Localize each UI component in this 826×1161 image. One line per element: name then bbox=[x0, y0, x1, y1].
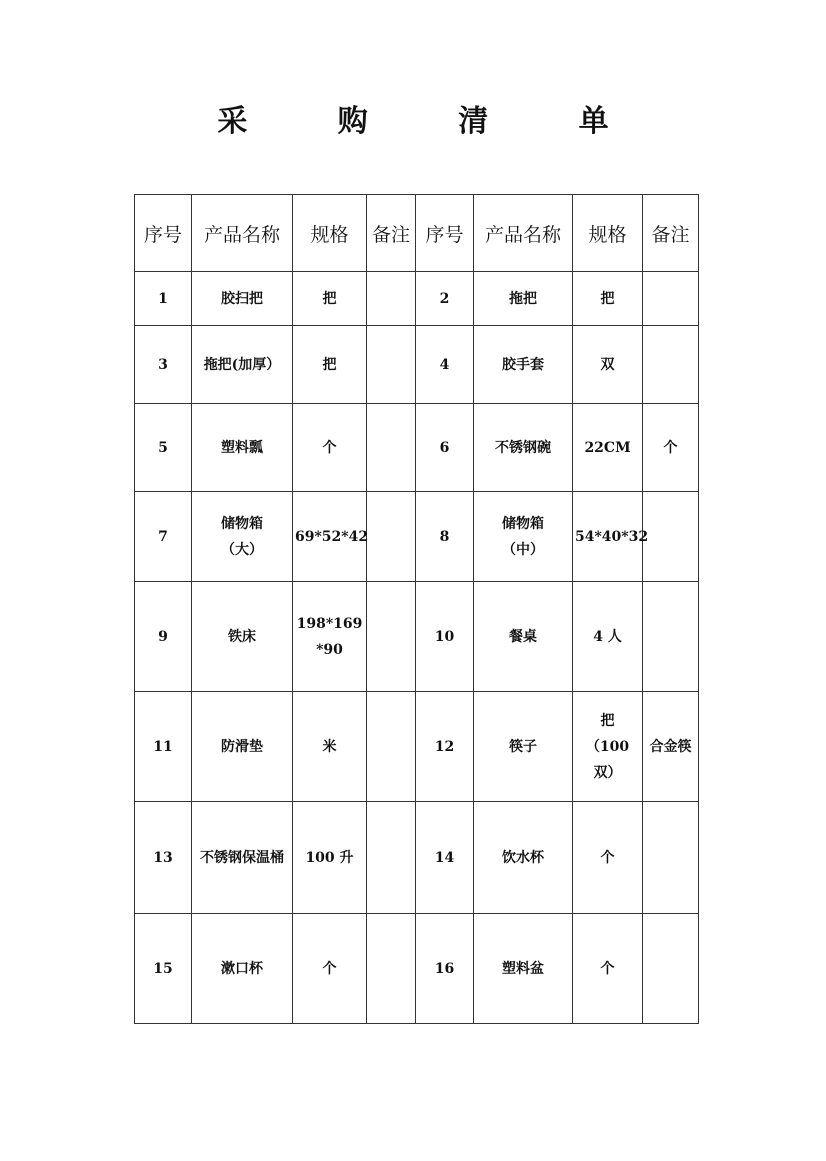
table-row bbox=[135, 914, 699, 1024]
page-title: 采 购 清 单 bbox=[217, 104, 649, 139]
item-number: 1 bbox=[135, 272, 192, 326]
spec: 个 bbox=[573, 914, 643, 1024]
table-row bbox=[135, 492, 699, 582]
product-name: 不锈钢保温桶 bbox=[192, 802, 293, 914]
item-number: 11 bbox=[135, 692, 192, 802]
spec: 把 bbox=[293, 272, 367, 326]
product-name: 饮水杯 bbox=[474, 802, 573, 914]
spec: 69*52*42 bbox=[293, 492, 367, 582]
product-name: 拖把 bbox=[474, 272, 573, 326]
procurement-table bbox=[134, 194, 699, 1024]
table-row bbox=[135, 802, 699, 914]
spec: 个 bbox=[293, 914, 367, 1024]
note bbox=[367, 802, 416, 914]
item-number: 9 bbox=[135, 582, 192, 692]
item-number: 13 bbox=[135, 802, 192, 914]
note bbox=[367, 582, 416, 692]
item-number: 4 bbox=[416, 326, 474, 404]
header-cell: 产品名称 bbox=[192, 195, 293, 272]
header-cell: 序号 bbox=[416, 195, 474, 272]
note bbox=[367, 492, 416, 582]
product-name: 储物箱 （大） bbox=[192, 492, 293, 582]
header-cell: 规格 bbox=[293, 195, 367, 272]
note bbox=[367, 326, 416, 404]
item-number: 15 bbox=[135, 914, 192, 1024]
product-name: 筷子 bbox=[474, 692, 573, 802]
spec: 54*40*32 bbox=[573, 492, 643, 582]
header-cell: 产品名称 bbox=[474, 195, 573, 272]
spec: 把 （100 双） bbox=[573, 692, 643, 802]
spec: 22CM bbox=[573, 404, 643, 492]
note bbox=[643, 802, 699, 914]
spec: 4 人 bbox=[573, 582, 643, 692]
note: 个 bbox=[643, 404, 699, 492]
product-name: 铁床 bbox=[192, 582, 293, 692]
product-name: 塑料盆 bbox=[474, 914, 573, 1024]
product-name: 塑料瓢 bbox=[192, 404, 293, 492]
note bbox=[367, 692, 416, 802]
note bbox=[367, 272, 416, 326]
item-number: 12 bbox=[416, 692, 474, 802]
header-row bbox=[135, 195, 699, 272]
header-cell: 备注 bbox=[367, 195, 416, 272]
spec: 198*169 *90 bbox=[293, 582, 367, 692]
item-number: 8 bbox=[416, 492, 474, 582]
item-number: 5 bbox=[135, 404, 192, 492]
note bbox=[643, 272, 699, 326]
product-name: 餐桌 bbox=[474, 582, 573, 692]
item-number: 10 bbox=[416, 582, 474, 692]
spec: 把 bbox=[293, 326, 367, 404]
product-name: 防滑垫 bbox=[192, 692, 293, 802]
spec: 米 bbox=[293, 692, 367, 802]
note bbox=[643, 492, 699, 582]
note bbox=[643, 326, 699, 404]
table-row bbox=[135, 692, 699, 802]
header-cell: 序号 bbox=[135, 195, 192, 272]
table-row bbox=[135, 404, 699, 492]
product-name: 胶手套 bbox=[474, 326, 573, 404]
note bbox=[367, 914, 416, 1024]
item-number: 7 bbox=[135, 492, 192, 582]
note bbox=[367, 404, 416, 492]
header-cell: 规格 bbox=[573, 195, 643, 272]
note: 合金筷 bbox=[643, 692, 699, 802]
spec: 双 bbox=[573, 326, 643, 404]
header-cell: 备注 bbox=[643, 195, 699, 272]
table-row bbox=[135, 326, 699, 404]
spec: 100 升 bbox=[293, 802, 367, 914]
product-name: 漱口杯 bbox=[192, 914, 293, 1024]
product-name: 不锈钢碗 bbox=[474, 404, 573, 492]
spec: 把 bbox=[573, 272, 643, 326]
item-number: 6 bbox=[416, 404, 474, 492]
product-name: 拖把(加厚） bbox=[192, 326, 293, 404]
product-name: 胶扫把 bbox=[192, 272, 293, 326]
table-row bbox=[135, 582, 699, 692]
spec: 个 bbox=[293, 404, 367, 492]
item-number: 16 bbox=[416, 914, 474, 1024]
table-row bbox=[135, 272, 699, 326]
item-number: 14 bbox=[416, 802, 474, 914]
item-number: 2 bbox=[416, 272, 474, 326]
note bbox=[643, 914, 699, 1024]
item-number: 3 bbox=[135, 326, 192, 404]
product-name: 储物箱 （中） bbox=[474, 492, 573, 582]
note bbox=[643, 582, 699, 692]
spec: 个 bbox=[573, 802, 643, 914]
